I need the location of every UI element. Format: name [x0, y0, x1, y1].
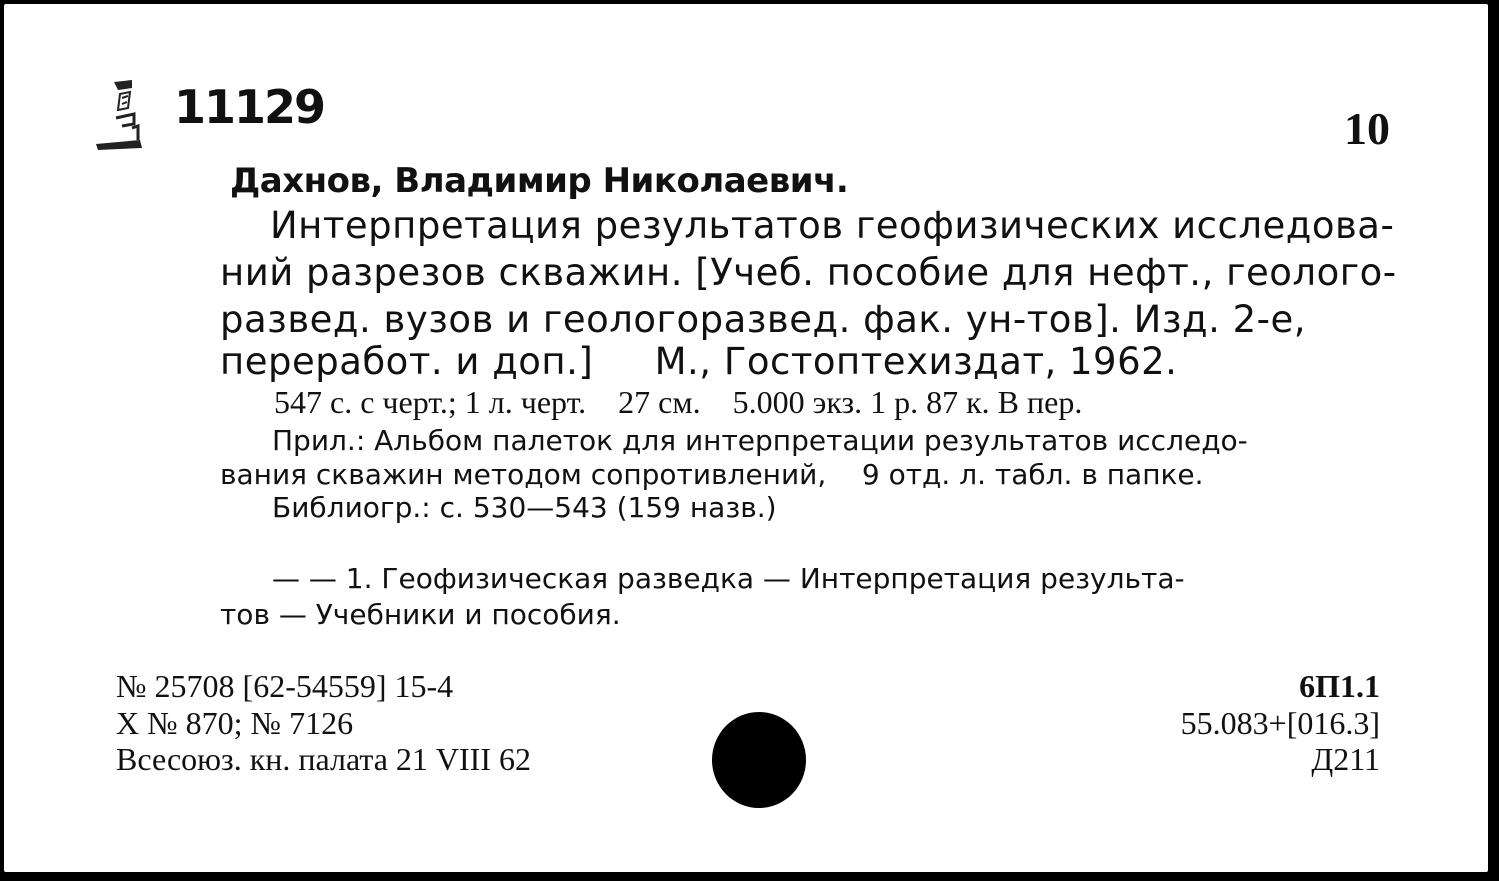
supplement-line: вания скважин методом сопротивлений, 9 отд. л. табл. в папке. — [220, 458, 1204, 491]
title-line: переработ. и доп.] М., Гостоптехиздат, 1962. — [220, 340, 1178, 383]
bibliography-note: Библиогр.: с. 530—543 (159 назв.) — [272, 491, 777, 524]
supplement-line: Прил.: Альбом палеток для интерпретации результатов исследо- — [272, 424, 1248, 457]
registration-line: Всесоюз. кн. палата 21 VIII 62 — [116, 741, 531, 777]
classification-line: 55.083+[016.3] — [1180, 705, 1380, 741]
catalog-card — [4, 4, 1488, 872]
registration-line: X № 870; № 7126 — [116, 705, 354, 741]
title-line: развед. вузов и геологоразвед. фак. ун-тов]. Изд. 2-е, — [220, 298, 1307, 341]
library-stamp-icon — [92, 78, 144, 154]
physical-description: 547 с. с черт.; 1 л. черт. 27 см. 5.000 экз. 1 р. 87 к. В пер. — [274, 384, 1083, 420]
title-line: ний разрезов скважин. [Учеб. пособие для нефт., геолого- — [220, 251, 1397, 294]
subject-line: — — 1. Геофизическая разведка — Интерпретация результа- — [272, 562, 1185, 595]
inventory-number: 11129 — [174, 80, 325, 134]
subject-line: тов — Учебники и пособия. — [220, 598, 621, 631]
card-number: 10 — [1344, 103, 1390, 154]
classification-line: 6П1.1 — [1299, 668, 1380, 704]
classification-line: Д211 — [1311, 741, 1380, 777]
card-punch-hole — [712, 712, 806, 808]
author-heading: Дахнов, Владимир Николаевич. — [230, 161, 849, 201]
registration-line: № 25708 [62-54559] 15-4 — [116, 668, 454, 704]
title-line: Интерпретация результатов геофизических исследова- — [270, 204, 1395, 247]
